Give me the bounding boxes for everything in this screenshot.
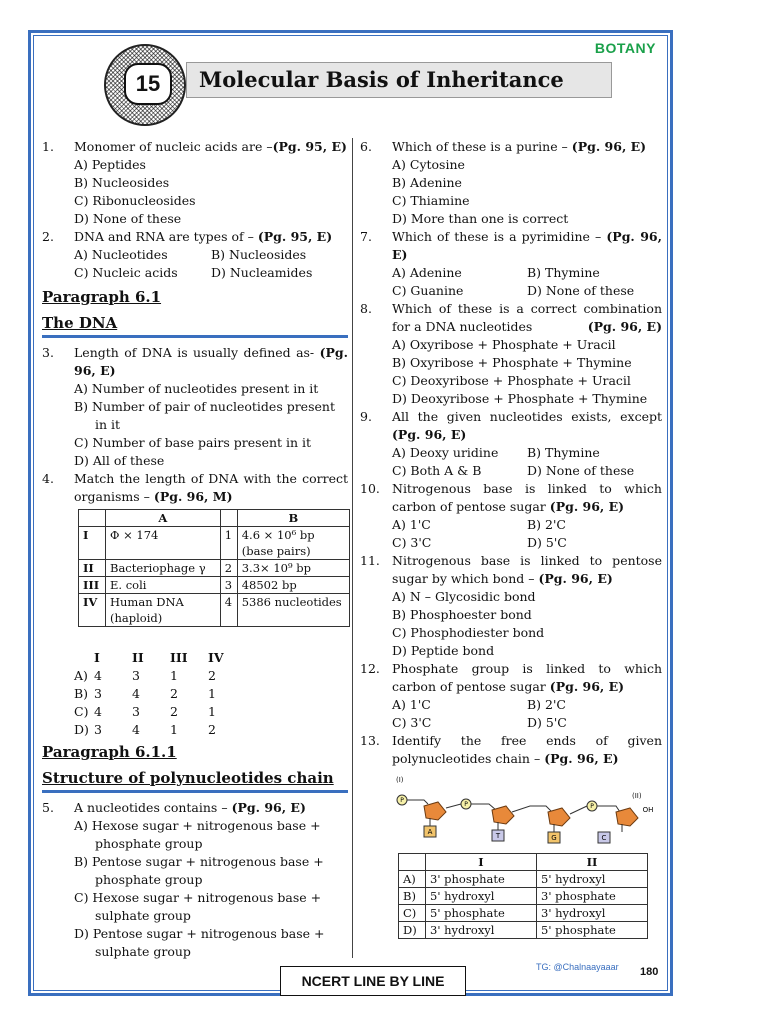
q5-option-d: D) Pentose sugar + nitrogenous base + sulphate group (74, 926, 325, 959)
q3-option-b: B) Number of pair of nucleotides present in it (74, 399, 335, 432)
question-12: 12. Phosphate group is linked to which carbon of pentose sugar (Pg. 96, E) (360, 661, 662, 694)
table-row: II Bacteriophage γ 2 3.3× 10⁹ bp (79, 560, 350, 577)
polynucleotide-chain-diagram (394, 774, 658, 844)
table-row: D) 3' hydroxyl 5' phosphate (399, 922, 648, 939)
question-1: 1. Monomer of nucleic acids are –(Pg. 95, E) (42, 139, 347, 154)
q6-option-d: D) More than one is correct (392, 211, 569, 226)
q7-options-row-1: A) Adenine B) Thymine (392, 265, 600, 280)
q1-option-d: D) None of these (74, 211, 182, 226)
q3-option-c: C) Number of base pairs present in it (74, 435, 312, 450)
svg-text:OH: OH (642, 806, 654, 814)
q8-option-a: A) Oxyribose + Phosphate + Uracil (392, 337, 616, 352)
question-2: 2. DNA and RNA are types of – (Pg. 95, E) (42, 229, 333, 244)
question-4: 4. Match the length of DNA with the correct organisms – (Pg. 96, M) (42, 471, 348, 504)
question-11: 11. Nitrogenous base is linked to pentose sugar by which bond – (Pg. 96, E) (360, 553, 662, 586)
q11-option-c: C) Phosphodiester bond (392, 625, 545, 640)
footer-label: NCERT LINE BY LINE (280, 966, 466, 996)
q12-options-row-1: A) 1'C B) 2'C (392, 697, 566, 712)
q3-option-d: D) All of these (74, 453, 165, 468)
svg-text:T: T (495, 832, 501, 840)
end-label-ii: (II) (632, 792, 642, 800)
q8-option-d: D) Deoxyribose + Phosphate + Thymine (392, 391, 648, 406)
subject-label: BOTANY (594, 40, 656, 56)
q11-option-d: D) Peptide bond (392, 643, 495, 658)
question-7: 7. Which of these is a pyrimidine – (Pg. 96, E) (360, 229, 662, 262)
q10-options-row-2: C) 3'C D) 5'C (392, 535, 567, 550)
q6-option-b: B) Adenine (392, 175, 462, 190)
answer-table: I II A) 3' phosphate 5' hydroxyl B) 5' hydroxyl 3' phosphate C) 5' phosphate 3' hydroxyl D) 3' hydroxyl 5' phosphate (398, 853, 648, 939)
table-row: A) 3' phosphate 5' hydroxyl (399, 871, 648, 888)
match-table: A B I Φ × 174 1 4.6 × 10⁶ bp (base pairs) II Bacteriophage γ 2 3.3× 10⁹ bp III E. coli 3 48502 bp IV Human DNA (haploid) 4 5386 nucleotides (78, 509, 350, 627)
paragraph-heading: Paragraph 6.1 (42, 288, 162, 306)
section-title-dna: The DNA (42, 312, 348, 338)
svg-text:A: A (427, 828, 433, 836)
q12-options-row-2: C) 3'C D) 5'C (392, 715, 567, 730)
svg-text:P: P (590, 803, 594, 810)
q5-option-c: C) Hexose sugar + nitrogenous base + sulphate group (74, 890, 322, 923)
q9-options-row-2: C) Both A & B D) None of these (392, 463, 635, 478)
question-5: 5. A nucleotides contains – (Pg. 96, E) (42, 800, 306, 815)
question-3: 3. Length of DNA is usually defined as- (Pg. 96, E) (42, 345, 348, 378)
page-number: 180 (640, 966, 659, 978)
svg-text:P: P (400, 797, 404, 804)
right-column (360, 138, 662, 939)
question-9: 9. All the given nucleotides exists, except (Pg. 96, E) (360, 409, 662, 442)
chapter-number: 15 (124, 63, 172, 105)
end-label-i: (I) (396, 776, 404, 784)
svg-text:P: P (464, 801, 468, 808)
chapter-title: Molecular Basis of Inheritance (186, 62, 612, 98)
left-column (42, 138, 348, 961)
q6-option-c: C) Thiamine (392, 193, 470, 208)
svg-text:G: G (551, 834, 557, 842)
q1-option-c: C) Ribonucleosides (74, 193, 196, 208)
section-title-polynucleotide: Structure of polynucleotides chain (42, 767, 348, 793)
svg-text:C: C (601, 834, 607, 842)
q2-options-row-1: A) Nucleotides B) Nucleosides (74, 247, 307, 262)
q8-option-b: B) Oxyribose + Phosphate + Thymine (392, 355, 632, 370)
q11-option-b: B) Phosphoester bond (392, 607, 532, 622)
telegram-handle: TG: @Chalnaayaaar (536, 962, 619, 972)
q5-option-b: B) Pentose sugar + nitrogenous base + phosphate group (74, 854, 324, 887)
q3-option-a: A) Number of nucleotides present in it (74, 381, 319, 396)
paragraph-heading: Paragraph 6.1.1 (42, 743, 177, 761)
answer-codes: I II III IV A) 4 3 1 2 B) 3 4 2 1 C) 4 3 2 1 D) 3 4 1 2 (74, 650, 224, 737)
table-row: C) 5' phosphate 3' hydroxyl (399, 905, 648, 922)
q7-options-row-2: C) Guanine D) None of these (392, 283, 635, 298)
q1-option-a: A) Peptides (74, 157, 146, 172)
q10-options-row-1: A) 1'C B) 2'C (392, 517, 566, 532)
q11-option-a: A) N – Glycosidic bond (392, 589, 536, 604)
question-8: 8. Which of these is a correct combination for a DNA nucleotides (Pg. 96, E) (360, 301, 662, 334)
table-row: IV Human DNA (haploid) 4 5386 nucleotides (79, 594, 350, 627)
q9-options-row-1: A) Deoxy uridine B) Thymine (392, 445, 600, 460)
nitrogenous-bases (424, 826, 610, 843)
table-row: III E. coli 3 48502 bp (79, 577, 350, 594)
q6-option-a: A) Cytosine (392, 157, 465, 172)
q8-option-c: C) Deoxyribose + Phosphate + Uracil (392, 373, 631, 388)
q1-option-b: B) Nucleosides (74, 175, 170, 190)
question-10: 10. Nitrogenous base is linked to which carbon of pentose sugar (Pg. 96, E) (360, 481, 662, 514)
question-6: 6. Which of these is a purine – (Pg. 96, E) (360, 139, 647, 154)
column-divider (352, 138, 353, 958)
table-row: I Φ × 174 1 4.6 × 10⁶ bp (base pairs) (79, 527, 350, 560)
q2-options-row-2: C) Nucleic acids D) Nucleamides (74, 265, 313, 280)
table-row: B) 5' hydroxyl 3' phosphate (399, 888, 648, 905)
question-13: 13. Identify the free ends of given polynucleotides chain – (Pg. 96, E) (360, 733, 662, 766)
q5-option-a: A) Hexose sugar + nitrogenous base + phosphate group (74, 818, 321, 851)
